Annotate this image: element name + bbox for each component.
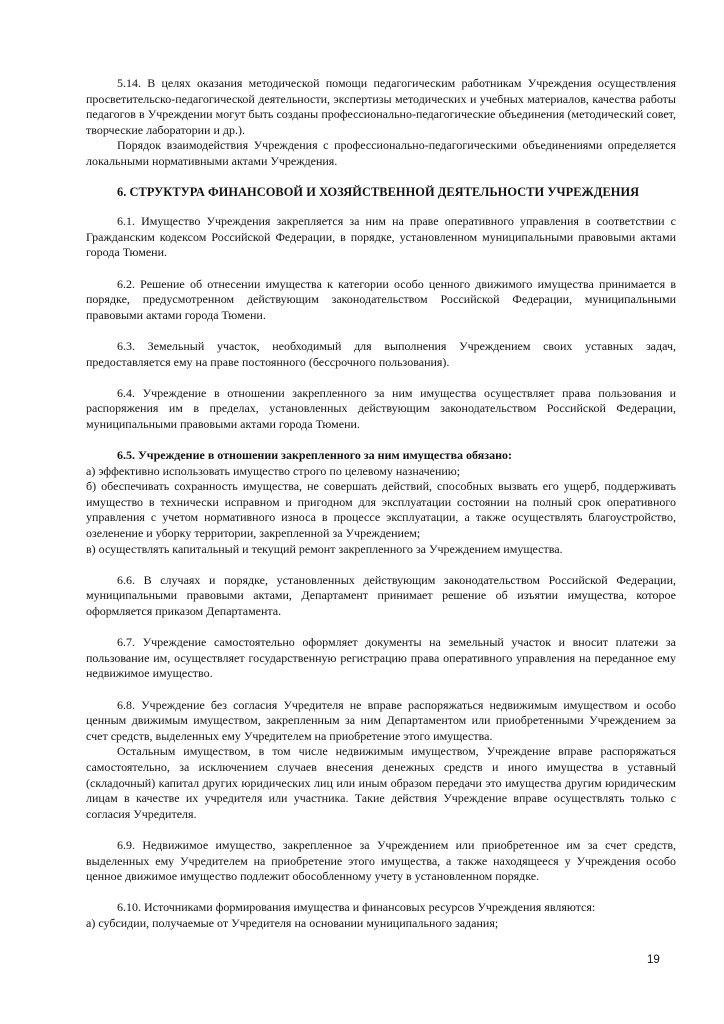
list-item-6-10-a: а) субсидии, получаемые от Учредителя на основании муниципального задания; — [86, 915, 499, 930]
paragraph-gap — [86, 323, 676, 339]
paragraph-6-3: 6.3. Земельный участок, необходимый для выполнения Учреждением своих уставных задач, предоставляется ему на праве постоянного (бессрочного пользования). — [86, 338, 676, 369]
paragraph-gap — [86, 261, 676, 277]
paragraph-gap — [86, 370, 676, 386]
list-item-6-5-c: в) осуществлять капитальный и текущий ремонт закрепленного за Учреждением имущества. — [86, 541, 563, 556]
paragraph-6-2: 6.2. Решение об отнесении имущества к категории особо ценного движимого имущества принимается в порядке, предусмотренном действующим законодательством Российской Федерации, муниципальными правовыми актами города Тюмени. — [86, 276, 676, 322]
paragraph-6-10: 6.10. Источниками формирования имущества и финансовых ресурсов Учреждения являются: — [117, 900, 596, 915]
section-heading-6: 6. СТРУКТУРА ФИНАНСОВОЙ И ХОЗЯЙСТВЕННОЙ ДЕЯТЕЛЬНОСТИ УЧРЕЖДЕНИЯ — [117, 184, 640, 199]
paragraph-gap — [86, 885, 676, 901]
paragraph-5-14: 5.14. В целях оказания методической помощи педагогическим работникам Учреждения осуществления просветительско-педагогической деятельности, экспертизы методических и учебных материалов, качества работы педагогов в Учреждении могут быть созданы профессионально-педагогические объединения (методический совет, творческие лаборатории и др.). — [86, 76, 676, 137]
paragraph-5-14-order: Порядок взаимодействия Учреждения с профессионально-педагогическими объединениями определяется локальными нормативными актами Учреждения. — [86, 138, 676, 168]
paragraph-gap — [86, 682, 676, 698]
paragraph-6-5-title: 6.5. Учреждение в отношении закрепленного за ним имущества обязано: — [117, 448, 512, 463]
paragraph-gap — [86, 620, 676, 636]
paragraph-6-8-other-property: Остальным имуществом, в том числе недвижимым имуществом, Учреждение вправе распоряжаться самостоятельно, за исключением случаев внесения денежных средств и иного имущества в уставный (складочный) капитал других юридических лиц или иным образом передачи это имущества другим юридическим лицам в качестве их учредителя или участника. Такие действия Учреждение вправе осуществлять только с согласия Учредителя. — [86, 744, 676, 821]
paragraph-gap — [86, 822, 676, 838]
paragraph-6-6: 6.6. В случаях и порядке, установленных действующим законодательством Российской Федерации, муниципальными правовыми актами, Департамент принимает решение об изъятии имущества, которое оформляется приказом Департамента. — [86, 572, 676, 618]
paragraph-gap — [86, 432, 676, 448]
list-item-6-5-b: б) обеспечивать сохранность имущества, не совершать действий, способных вызвать его ущерб, поддерживать имущество в технически исправном и пригодном для эксплуатации состоянии на полный срок оперативного управления с учетом нормативного износа в процессе эксплуатации, а также осуществлять благоустройство, озеленение и уборку территории, закрепленной за Учреждением; — [86, 479, 676, 541]
paragraph-gap — [86, 557, 676, 573]
page-number: 19 — [647, 954, 660, 966]
paragraph-6-1: 6.1. Имущество Учреждения закрепляется за ним на праве оперативного управления в соответствии с Гражданским кодексом Российской Федерации, в порядке, установленном муниципальными правовыми актами города Тюмени. — [86, 214, 676, 260]
paragraph-6-8: 6.8. Учреждение без согласия Учредителя не вправе распоряжаться недвижимым имуществом и особо ценным движимым имуществом, закрепленным за ним Департаментом или приобретенными Учреждением за счет средств, выделенных ему Учредителем на приобретение этого имущества. — [86, 697, 676, 743]
paragraph-6-9: 6.9. Недвижимое имущество, закрепленное за Учреждением или приобретенное им за счет средств, выделенных ему Учредителем на приобретение этого имущества, а также находящееся у Учреждения особо ценное движимое имущество подлежит обособленному учету в установленном порядке. — [86, 837, 676, 884]
paragraph-6-4: 6.4. Учреждение в отношении закрепленного за ним имущества осуществляет права пользования и распоряжения им в пределах, установленных действующим законодательством Российской Федерации, муниципальными правовыми актами города Тюмени. — [86, 385, 676, 431]
paragraph-6-7: 6.7. Учреждение самостоятельно оформляет документы на земельный участок и вносит платежи за пользование им, осуществляет государственную регистрацию права оперативного управления на переданное ему недвижимое имущество. — [86, 635, 676, 681]
page-content — [86, 76, 676, 931]
list-item-6-5-a: а) эффективно использовать имущество строго по целевому назначению; — [86, 463, 461, 478]
